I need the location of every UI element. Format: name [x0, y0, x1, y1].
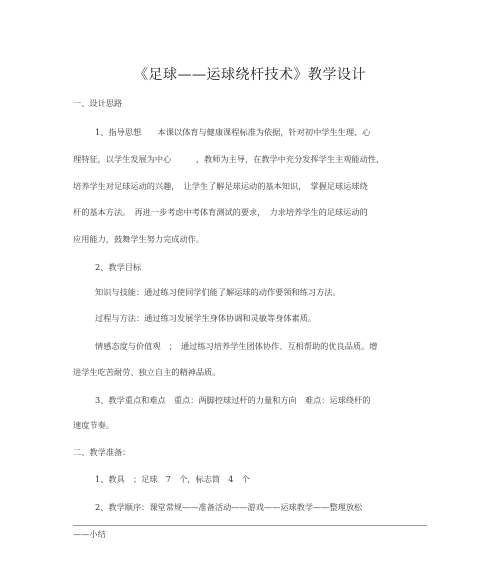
paragraph-line: 情感态度与价值观 ； 通过练习培养学生团体协作、互相帮助的优良品质。增 — [95, 341, 378, 351]
document-title: 《足球——运球绕杆技术》教学设计 — [134, 67, 366, 83]
paragraph-line: 应用能力，鼓舞学生努力完成动作。 — [73, 234, 205, 244]
paragraph-line: 1、教具 ；足球 7 个，标志筒 4 个 — [95, 474, 250, 484]
paragraph-line: 过程与方法：通过练习发展学生身体协调和灵敏等身体素质。 — [95, 313, 317, 323]
section-heading-design-ideas: 一、设计思路 — [73, 98, 123, 108]
paragraph-line: 杆的基本方法。 再进一步考虑中考体育测试的要求， 力求培养学生的足球运动的 — [73, 207, 368, 217]
paragraph-line: 理特征，以学生发展为中心 ，教师为主导，在教学中充分发挥学生主观能动性， — [73, 154, 385, 164]
paragraph-line: 知识与技能：通过练习使同学们能了解运球的动作要领和练习方法。 — [95, 287, 341, 297]
section-heading-teaching-prep: 二、教学准备： — [73, 447, 131, 457]
horizontal-divider — [73, 525, 427, 526]
paragraph-line: 速度节奏。 — [73, 420, 114, 430]
paragraph-line: ——小结 — [73, 529, 106, 539]
paragraph-line: 1、指导思想 本课以体育与健康课程标准为依据，针对初中学生生理、心 — [95, 127, 371, 137]
paragraph-line: 2、教学顺序：课堂常规——准备活动——游戏——运球教学——整理放松 — [95, 502, 363, 512]
paragraph-line: 进学生吃苦耐劳、独立自主的精神品质。 — [73, 367, 221, 377]
paragraph-line: 3、教学重点和难点 重点：两脚控球过杆的力量和方向 难点：运球绕杆的 — [95, 395, 371, 405]
paragraph-line: 培养学生对足球运动的兴趣， 让学生了解足球运动的基本知识， 掌握足球运球绕 — [73, 181, 368, 191]
subheading-teaching-goals: 2、教学目标 — [95, 262, 142, 272]
